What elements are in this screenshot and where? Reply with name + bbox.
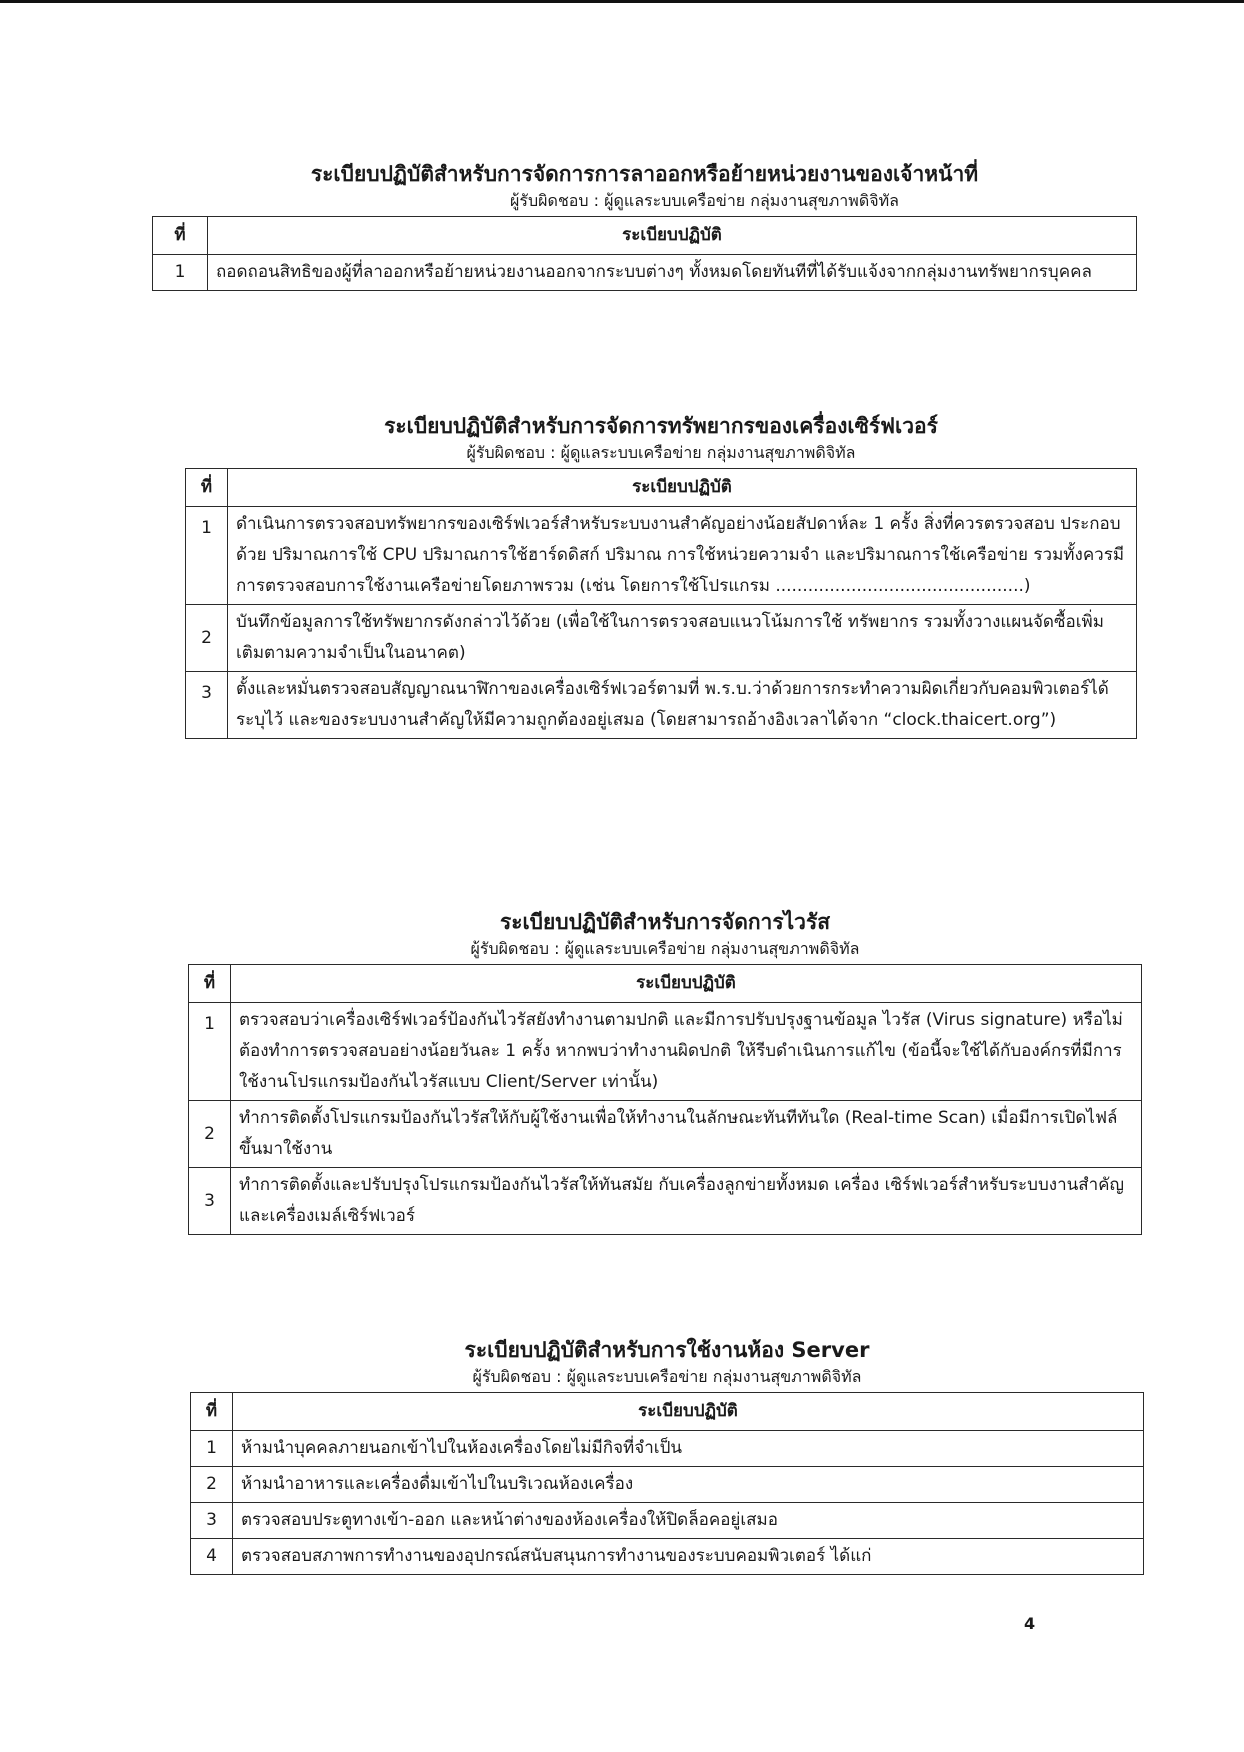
page-number: 4 [1024, 1614, 1036, 1633]
scan-top-edge [0, 0, 1244, 3]
row-number: 2 [189, 1101, 231, 1168]
row-number: 4 [191, 1539, 233, 1575]
header-rule: ระเบียบปฏิบัติ [228, 469, 1137, 507]
row-number: 1 [153, 255, 208, 291]
table-header-row [189, 965, 1142, 1003]
rules-table [152, 216, 1137, 291]
row-text: ดำเนินการตรวจสอบทรัพยากรของเซิร์ฟเวอร์สำหรับระบบงานสำคัญอย่างน้อยสัปดาห์ละ 1 ครั้ง สิ่งที่ควรตรวจสอบ ประกอบด้วย ปริมาณการใช้ CPU ปริมาณการใช้ฮาร์ดดิสก์ ปริมาณ การใช้หน่วยความจำ และปริมาณการใช้เครือข่าย รวมทั้งควรมีการตรวจสอบการใช้งานเครือข่ายโดยภาพรวม (เช่น โดยการใช้โปรแกรม ..............................................) [228, 507, 1137, 605]
section-server-resources [185, 412, 1137, 739]
row-text: ทำการติดตั้งโปรแกรมป้องกันไวรัสให้กับผู้ใช้งานเพื่อให้ทำงานในลักษณะทันทีทันใด (Real-time Scan) เมื่อมีการเปิดไฟล์ขึ้นมาใช้งาน [231, 1101, 1142, 1168]
section-title: ระเบียบปฏิบัติสำหรับการจัดการการลาออกหรือย้ายหน่วยงานของเจ้าหน้าที่ [310, 162, 979, 186]
row-text: ถอดถอนสิทธิของผู้ที่ลาออกหรือย้ายหน่วยงานออกจากระบบต่างๆ ทั้งหมดโดยทันทีที่ได้รับแจ้งจากกลุ่มงานทรัพยากรบุคคล [208, 255, 1137, 291]
table-row [191, 1503, 1144, 1539]
row-text: ตรวจสอบว่าเครื่องเซิร์ฟเวอร์ป้องกันไวรัสยังทำงานตามปกติ และมีการปรับปรุงฐานข้อมูล ไวรัส (Virus signature) หรือไม่ ต้องทำการตรวจสอบอย่างน้อยวันละ 1 ครั้ง หากพบว่าทำงานผิดปกติ ให้รีบดำเนินการแก้ไข (ข้อนี้จะใช้ได้กับองค์กรที่มีการใช้งานโปรแกรมป้องกันไวรัสแบบ Client/Server เท่านั้น) [231, 1003, 1142, 1101]
section-owner: ผู้รับผิดชอบ : ผู้ดูแลระบบเครือข่าย กลุ่มงานสุขภาพดิจิทัล [510, 191, 899, 210]
row-number: 1 [189, 1003, 231, 1101]
row-number: 2 [191, 1467, 233, 1503]
table-header-row [186, 469, 1137, 507]
section-server-room [190, 1336, 1144, 1575]
section-title: ระเบียบปฏิบัติสำหรับการจัดการไวรัส [499, 910, 831, 934]
row-text: บันทึกข้อมูลการใช้ทรัพยากรดังกล่าวไว้ด้วย (เพื่อใช้ในการตรวจสอบแนวโน้มการใช้ ทรัพยากร รวมทั้งวางแผนจัดซื้อเพิ่มเติมตามความจำเป็นในอนาคต) [228, 605, 1137, 672]
rules-table [188, 964, 1142, 1235]
row-text: ตรวจสอบประตูทางเข้า-ออก และหน้าต่างของห้องเครื่องให้ปิดล็อคอยู่เสมอ [233, 1503, 1144, 1539]
table-row [189, 1168, 1142, 1235]
table-row [186, 507, 1137, 605]
table-row [153, 255, 1137, 291]
section-owner: ผู้รับผิดชอบ : ผู้ดูแลระบบเครือข่าย กลุ่มงานสุขภาพดิจิทัล [470, 939, 860, 958]
row-text: ห้ามนำบุคคลภายนอกเข้าไปในห้องเครื่องโดยไม่มีกิจที่จำเป็น [233, 1431, 1144, 1467]
rules-table [185, 468, 1137, 739]
row-number: 3 [189, 1168, 231, 1235]
section-owner: ผู้รับผิดชอบ : ผู้ดูแลระบบเครือข่าย กลุ่มงานสุขภาพดิจิทัล [472, 1367, 862, 1386]
section-title: ระเบียบปฏิบัติสำหรับการจัดการทรัพยากรของเครื่องเซิร์ฟเวอร์ [384, 414, 938, 438]
table-row [186, 672, 1137, 739]
header-num: ที่ [153, 217, 208, 255]
table-header-row [191, 1393, 1144, 1431]
row-number: 2 [186, 605, 228, 672]
row-text: ตรวจสอบสภาพการทำงานของอุปกรณ์สนับสนุนการทำงานของระบบคอมพิวเตอร์ ได้แก่ [233, 1539, 1144, 1575]
section-virus [188, 908, 1142, 1235]
header-num: ที่ [186, 469, 228, 507]
header-num: ที่ [191, 1393, 233, 1431]
table-row [189, 1003, 1142, 1101]
header-rule: ระเบียบปฏิบัติ [231, 965, 1142, 1003]
row-number: 3 [186, 672, 228, 739]
rules-table [190, 1392, 1144, 1575]
row-number: 1 [186, 507, 228, 605]
header-num: ที่ [189, 965, 231, 1003]
row-text: ห้ามนำอาหารและเครื่องดื่มเข้าไปในบริเวณห้องเครื่อง [233, 1467, 1144, 1503]
table-row [191, 1539, 1144, 1575]
section-owner: ผู้รับผิดชอบ : ผู้ดูแลระบบเครือข่าย กลุ่มงานสุขภาพดิจิทัล [466, 443, 856, 462]
section-title: ระเบียบปฏิบัติสำหรับการใช้งานห้อง Server [464, 1338, 870, 1362]
table-row [191, 1431, 1144, 1467]
row-number: 3 [191, 1503, 233, 1539]
section-resignation [152, 160, 1137, 291]
row-number: 1 [191, 1431, 233, 1467]
table-row [186, 605, 1137, 672]
header-rule: ระเบียบปฏิบัติ [233, 1393, 1144, 1431]
header-rule: ระเบียบปฏิบัติ [208, 217, 1137, 255]
table-header-row [153, 217, 1137, 255]
row-text: ทำการติดตั้งและปรับปรุงโปรแกรมป้องกันไวรัสให้ทันสมัย กับเครื่องลูกข่ายทั้งหมด เครื่อง เซิร์ฟเวอร์สำหรับระบบงานสำคัญ และเครื่องเมล์เซิร์ฟเวอร์ [231, 1168, 1142, 1235]
row-text: ตั้งและหมั่นตรวจสอบสัญญาณนาฬิกาของเครื่องเซิร์ฟเวอร์ตามที่ พ.ร.บ.ว่าด้วยการกระทำความผิดเกี่ยวกับคอมพิวเตอร์ได้ระบุไว้ และของระบบงานสำคัญให้มีความถูกต้องอยู่เสมอ (โดยสามารถอ้างอิงเวลาได้จาก “clock.thaicert.org”) [228, 672, 1137, 739]
table-row [189, 1101, 1142, 1168]
table-row [191, 1467, 1144, 1503]
